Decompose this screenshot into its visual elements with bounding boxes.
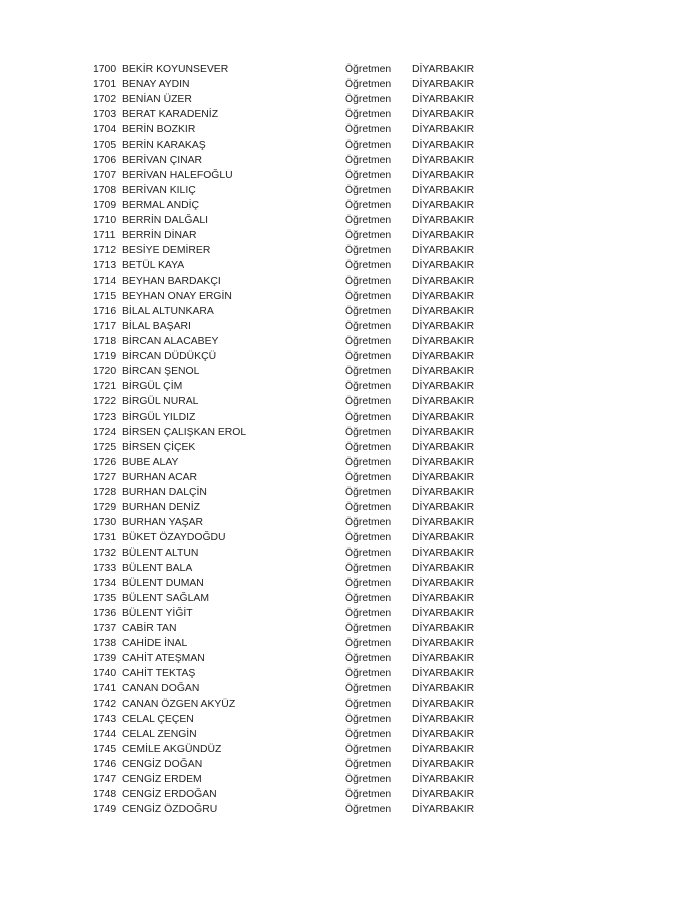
person-name: BİRGÜL YILDIZ xyxy=(122,411,196,423)
city-label: DİYARBAKIR xyxy=(412,245,475,257)
person-name: BERİVAN KILIÇ xyxy=(122,184,196,196)
role-label: Öğretmen xyxy=(345,215,392,227)
city-label: DİYARBAKIR xyxy=(412,320,475,332)
person-name: CELAL ZENGİN xyxy=(122,728,197,740)
role-label: Öğretmen xyxy=(345,638,392,650)
city-label: DİYARBAKIR xyxy=(412,154,475,166)
list-row xyxy=(93,258,493,273)
role-label: Öğretmen xyxy=(345,471,392,483)
list-row xyxy=(93,666,493,681)
row-number: 1719 xyxy=(93,351,117,363)
row-number: 1748 xyxy=(93,789,117,801)
role-label: Öğretmen xyxy=(345,713,392,725)
row-number: 1706 xyxy=(93,154,117,166)
person-name: BURHAN YAŞAR xyxy=(122,517,204,529)
person-name: BÜLENT YİĞİT xyxy=(122,607,193,619)
row-number: 1707 xyxy=(93,169,117,181)
list-row xyxy=(93,183,493,198)
person-name: BİLAL ALTUNKARA xyxy=(122,305,214,317)
role-label: Öğretmen xyxy=(345,487,392,499)
row-number: 1743 xyxy=(93,713,117,725)
list-row xyxy=(93,425,493,440)
row-number: 1704 xyxy=(93,124,117,136)
list-row xyxy=(93,410,493,425)
person-name: BEYHAN BARDAKÇI xyxy=(122,275,221,287)
row-number: 1749 xyxy=(93,804,117,816)
list-row xyxy=(93,697,493,712)
person-name: CAHİDE İNAL xyxy=(122,638,188,650)
city-label: DİYARBAKIR xyxy=(412,260,475,272)
row-number: 1747 xyxy=(93,774,117,786)
person-name: BENİAN ÜZER xyxy=(122,94,192,106)
role-label: Öğretmen xyxy=(345,139,392,151)
list-row xyxy=(93,107,493,122)
city-label: DİYARBAKIR xyxy=(412,789,475,801)
row-number: 1720 xyxy=(93,366,117,378)
row-number: 1730 xyxy=(93,517,117,529)
city-label: DİYARBAKIR xyxy=(412,562,475,574)
city-label: DİYARBAKIR xyxy=(412,668,475,680)
row-number: 1712 xyxy=(93,245,117,257)
list-row xyxy=(93,772,493,787)
row-number: 1741 xyxy=(93,683,117,695)
role-label: Öğretmen xyxy=(345,290,392,302)
role-label: Öğretmen xyxy=(345,109,392,121)
role-label: Öğretmen xyxy=(345,577,392,589)
row-number: 1732 xyxy=(93,547,117,559)
person-name: BETÜL KAYA xyxy=(122,260,185,272)
city-label: DİYARBAKIR xyxy=(412,366,475,378)
city-label: DİYARBAKIR xyxy=(412,547,475,559)
role-label: Öğretmen xyxy=(345,592,392,604)
person-name: BERİN BOZKIR xyxy=(122,124,196,136)
city-label: DİYARBAKIR xyxy=(412,230,475,242)
row-number: 1705 xyxy=(93,139,117,151)
role-label: Öğretmen xyxy=(345,305,392,317)
person-name: BERİVAN HALEFOĞLU xyxy=(122,169,233,181)
person-name: BÜKET ÖZAYDOĞDU xyxy=(122,532,226,544)
list-row xyxy=(93,379,493,394)
list-row xyxy=(93,787,493,802)
role-label: Öğretmen xyxy=(345,94,392,106)
role-label: Öğretmen xyxy=(345,683,392,695)
role-label: Öğretmen xyxy=(345,260,392,272)
row-number: 1714 xyxy=(93,275,117,287)
row-number: 1728 xyxy=(93,487,117,499)
person-name: BERMAL ANDİÇ xyxy=(122,199,199,211)
role-label: Öğretmen xyxy=(345,517,392,529)
role-label: Öğretmen xyxy=(345,426,392,438)
person-name: BİRGÜL ÇİM xyxy=(122,381,183,393)
role-label: Öğretmen xyxy=(345,502,392,514)
row-number: 1715 xyxy=(93,290,117,302)
person-name: BEYHAN ONAY ERGİN xyxy=(122,290,232,302)
row-number: 1727 xyxy=(93,471,117,483)
list-row xyxy=(93,802,493,817)
city-label: DİYARBAKIR xyxy=(412,502,475,514)
list-row xyxy=(93,651,493,666)
row-number: 1701 xyxy=(93,79,117,91)
city-label: DİYARBAKIR xyxy=(412,109,475,121)
person-name: CENGİZ DOĞAN xyxy=(122,759,203,771)
role-label: Öğretmen xyxy=(345,199,392,211)
city-label: DİYARBAKIR xyxy=(412,592,475,604)
city-label: DİYARBAKIR xyxy=(412,79,475,91)
role-label: Öğretmen xyxy=(345,623,392,635)
list-row xyxy=(93,198,493,213)
list-row xyxy=(93,470,493,485)
person-name: CENGİZ ERDEM xyxy=(122,774,202,786)
list-row xyxy=(93,153,493,168)
city-label: DİYARBAKIR xyxy=(412,804,475,816)
person-name: BİRSEN ÇİÇEK xyxy=(122,441,196,453)
city-label: DİYARBAKIR xyxy=(412,124,475,136)
role-label: Öğretmen xyxy=(345,79,392,91)
person-name: BERRİN DALĞALI xyxy=(122,215,209,227)
role-label: Öğretmen xyxy=(345,381,392,393)
city-label: DİYARBAKIR xyxy=(412,683,475,695)
person-name: BURHAN DALÇİN xyxy=(122,487,207,499)
city-label: DİYARBAKIR xyxy=(412,381,475,393)
role-label: Öğretmen xyxy=(345,547,392,559)
role-label: Öğretmen xyxy=(345,698,392,710)
list-row xyxy=(93,243,493,258)
person-name: BEKİR KOYUNSEVER xyxy=(122,64,229,75)
role-label: Öğretmen xyxy=(345,774,392,786)
row-number: 1745 xyxy=(93,743,117,755)
city-label: DİYARBAKIR xyxy=(412,759,475,771)
city-label: DİYARBAKIR xyxy=(412,64,475,75)
role-label: Öğretmen xyxy=(345,169,392,181)
row-number: 1744 xyxy=(93,728,117,740)
city-label: DİYARBAKIR xyxy=(412,169,475,181)
list-row xyxy=(93,681,493,696)
person-name: CENGİZ ERDOĞAN xyxy=(122,789,217,801)
person-name: BİLAL BAŞARI xyxy=(122,320,191,332)
role-label: Öğretmen xyxy=(345,124,392,136)
role-label: Öğretmen xyxy=(345,320,392,332)
row-number: 1740 xyxy=(93,668,117,680)
person-name: BURHAN ACAR xyxy=(122,471,198,483)
city-label: DİYARBAKIR xyxy=(412,335,475,347)
row-number: 1746 xyxy=(93,759,117,771)
person-name: CABİR TAN xyxy=(122,623,177,635)
city-label: DİYARBAKIR xyxy=(412,441,475,453)
role-label: Öğretmen xyxy=(345,743,392,755)
person-name: BERİVAN ÇINAR xyxy=(122,154,203,166)
city-label: DİYARBAKIR xyxy=(412,653,475,665)
list-row xyxy=(93,62,493,77)
role-label: Öğretmen xyxy=(345,789,392,801)
row-number: 1726 xyxy=(93,456,117,468)
city-label: DİYARBAKIR xyxy=(412,623,475,635)
row-number: 1733 xyxy=(93,562,117,574)
person-name: BÜLENT BALA xyxy=(122,562,193,574)
list-row xyxy=(93,621,493,636)
list-row xyxy=(93,274,493,289)
row-number: 1734 xyxy=(93,577,117,589)
person-name: CAHİT TEKTAŞ xyxy=(122,668,196,680)
list-row xyxy=(93,77,493,92)
city-label: DİYARBAKIR xyxy=(412,698,475,710)
role-label: Öğretmen xyxy=(345,728,392,740)
role-label: Öğretmen xyxy=(345,275,392,287)
row-number: 1725 xyxy=(93,441,117,453)
city-label: DİYARBAKIR xyxy=(412,139,475,151)
city-label: DİYARBAKIR xyxy=(412,743,475,755)
role-label: Öğretmen xyxy=(345,441,392,453)
person-name: BİRSEN ÇALIŞKAN EROL xyxy=(122,426,247,438)
list-row xyxy=(93,319,493,334)
person-name: BESİYE DEMİRER xyxy=(122,245,211,257)
row-number: 1717 xyxy=(93,320,117,332)
row-number: 1721 xyxy=(93,381,117,393)
row-number: 1709 xyxy=(93,199,117,211)
role-label: Öğretmen xyxy=(345,607,392,619)
role-label: Öğretmen xyxy=(345,562,392,574)
list-row xyxy=(93,455,493,470)
person-name: BÜLENT SAĞLAM xyxy=(122,592,210,604)
city-label: DİYARBAKIR xyxy=(412,396,475,408)
list-row xyxy=(93,485,493,500)
list-row xyxy=(93,122,493,137)
row-number: 1737 xyxy=(93,623,117,635)
person-name: BİRGÜL NURAL xyxy=(122,396,199,408)
person-name: CEMİLE AKGÜNDÜZ xyxy=(122,743,222,755)
person-name: CELAL ÇEÇEN xyxy=(122,713,194,725)
row-number: 1738 xyxy=(93,638,117,650)
city-label: DİYARBAKIR xyxy=(412,275,475,287)
row-number: 1716 xyxy=(93,305,117,317)
city-label: DİYARBAKIR xyxy=(412,471,475,483)
role-label: Öğretmen xyxy=(345,396,392,408)
person-name: BURHAN DENİZ xyxy=(122,502,200,514)
list-row xyxy=(93,606,493,621)
row-number: 1711 xyxy=(93,230,116,242)
role-label: Öğretmen xyxy=(345,64,392,75)
list-row xyxy=(93,712,493,727)
city-label: DİYARBAKIR xyxy=(412,199,475,211)
city-label: DİYARBAKIR xyxy=(412,774,475,786)
list-row xyxy=(93,742,493,757)
city-label: DİYARBAKIR xyxy=(412,532,475,544)
role-label: Öğretmen xyxy=(345,668,392,680)
row-number: 1736 xyxy=(93,607,117,619)
person-name: CENGİZ ÖZDOĞRU xyxy=(122,804,218,816)
person-name: BENAY AYDIN xyxy=(122,79,190,91)
role-label: Öğretmen xyxy=(345,532,392,544)
list-row xyxy=(93,213,493,228)
city-label: DİYARBAKIR xyxy=(412,517,475,529)
row-number: 1735 xyxy=(93,592,117,604)
list-row xyxy=(93,289,493,304)
row-number: 1739 xyxy=(93,653,117,665)
role-label: Öğretmen xyxy=(345,230,392,242)
role-label: Öğretmen xyxy=(345,351,392,363)
city-label: DİYARBAKIR xyxy=(412,456,475,468)
role-label: Öğretmen xyxy=(345,154,392,166)
role-label: Öğretmen xyxy=(345,804,392,816)
city-label: DİYARBAKIR xyxy=(412,215,475,227)
role-label: Öğretmen xyxy=(345,335,392,347)
list-row xyxy=(93,591,493,606)
list-row xyxy=(93,636,493,651)
list-row xyxy=(93,228,493,243)
list-row xyxy=(93,561,493,576)
list-row xyxy=(93,440,493,455)
person-name: CAHİT ATEŞMAN xyxy=(122,653,205,665)
city-label: DİYARBAKIR xyxy=(412,607,475,619)
list-row xyxy=(93,394,493,409)
row-number: 1702 xyxy=(93,94,117,106)
list-row xyxy=(93,92,493,107)
list-row xyxy=(93,364,493,379)
list-row xyxy=(93,530,493,545)
list-row xyxy=(93,576,493,591)
row-number: 1708 xyxy=(93,184,117,196)
person-name: BİRCAN ALACABEY xyxy=(122,335,219,347)
role-label: Öğretmen xyxy=(345,759,392,771)
role-label: Öğretmen xyxy=(345,184,392,196)
list-row xyxy=(93,168,493,183)
person-name: BUBE ALAY xyxy=(122,456,179,468)
person-name: CANAN ÖZGEN AKYÜZ xyxy=(122,698,236,710)
row-number: 1703 xyxy=(93,109,117,121)
person-name: BERRİN DİNAR xyxy=(122,230,197,242)
person-name: BERAT KARADENİZ xyxy=(122,109,219,121)
list-row xyxy=(93,727,493,742)
role-label: Öğretmen xyxy=(345,456,392,468)
city-label: DİYARBAKIR xyxy=(412,351,475,363)
city-label: DİYARBAKIR xyxy=(412,638,475,650)
role-label: Öğretmen xyxy=(345,366,392,378)
person-name: BÜLENT DUMAN xyxy=(122,577,204,589)
row-number: 1729 xyxy=(93,502,117,514)
city-label: DİYARBAKIR xyxy=(412,290,475,302)
row-number: 1718 xyxy=(93,335,117,347)
city-label: DİYARBAKIR xyxy=(412,411,475,423)
list-row xyxy=(93,500,493,515)
list-row xyxy=(93,138,493,153)
list-row xyxy=(93,349,493,364)
role-label: Öğretmen xyxy=(345,653,392,665)
row-number: 1724 xyxy=(93,426,117,438)
list-row xyxy=(93,546,493,561)
row-number: 1742 xyxy=(93,698,117,710)
list-row xyxy=(93,334,493,349)
row-number: 1723 xyxy=(93,411,117,423)
city-label: DİYARBAKIR xyxy=(412,577,475,589)
row-number: 1710 xyxy=(93,215,117,227)
city-label: DİYARBAKIR xyxy=(412,487,475,499)
person-name: CANAN DOĞAN xyxy=(122,683,200,695)
row-number: 1731 xyxy=(93,532,117,544)
person-name: BİRCAN ŞENOL xyxy=(122,366,200,378)
row-number: 1713 xyxy=(93,260,117,272)
role-label: Öğretmen xyxy=(345,411,392,423)
city-label: DİYARBAKIR xyxy=(412,94,475,106)
row-number: 1700 xyxy=(93,64,117,75)
person-name: BİRCAN DÜDÜKÇÜ xyxy=(122,351,217,363)
person-name: BERİN KARAKAŞ xyxy=(122,139,206,151)
city-label: DİYARBAKIR xyxy=(412,426,475,438)
teacher-list xyxy=(93,62,493,817)
list-row xyxy=(93,757,493,772)
city-label: DİYARBAKIR xyxy=(412,305,475,317)
city-label: DİYARBAKIR xyxy=(412,184,475,196)
list-row xyxy=(93,304,493,319)
city-label: DİYARBAKIR xyxy=(412,728,475,740)
city-label: DİYARBAKIR xyxy=(412,713,475,725)
role-label: Öğretmen xyxy=(345,245,392,257)
person-name: BÜLENT ALTUN xyxy=(122,547,199,559)
row-number: 1722 xyxy=(93,396,117,408)
list-row xyxy=(93,515,493,530)
